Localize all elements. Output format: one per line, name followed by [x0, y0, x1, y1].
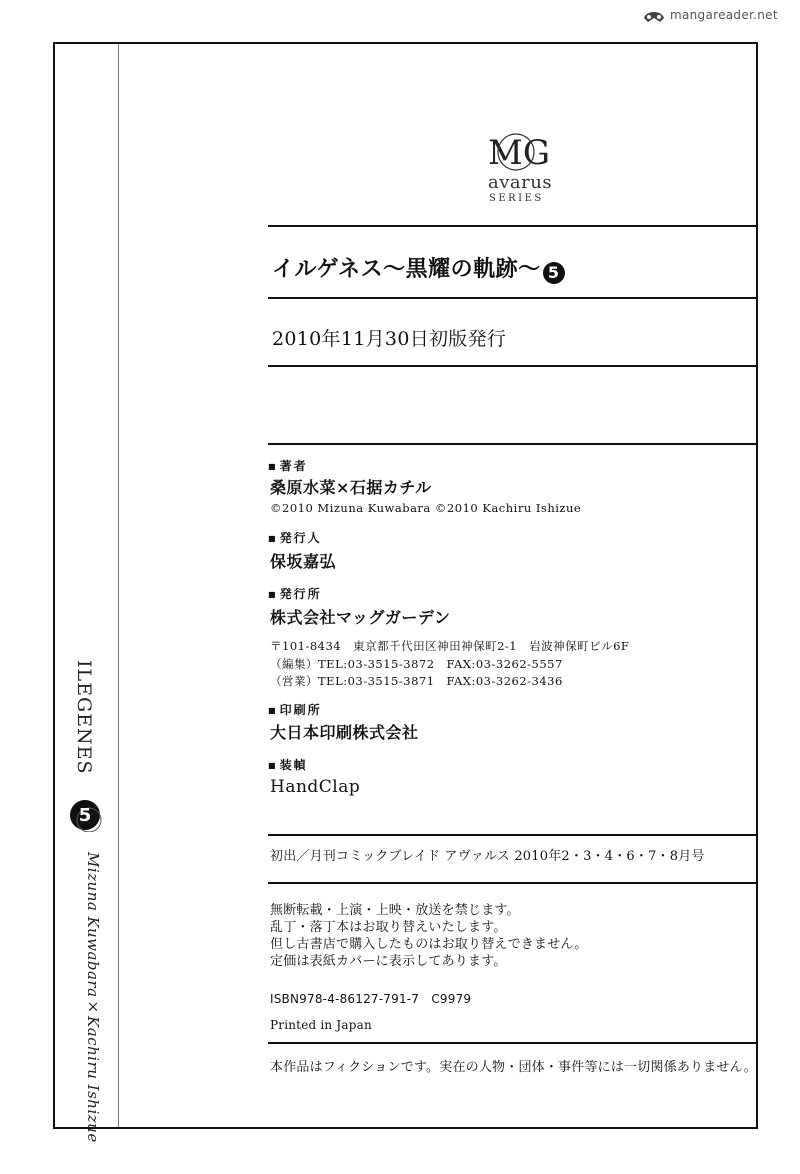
logo-avarus: avarus	[488, 172, 553, 193]
edit-contact: （編集）TEL:03-3515-3872 FAX:03-3262-5557	[270, 657, 563, 671]
rule-notices-top	[268, 882, 758, 884]
first-appearance: 初出／月刊コミックブレイド アヴァルス 2010年2・3・4・6・7・8月号	[270, 849, 705, 864]
notice-2: 乱丁・落丁本はお取り替えいたします。	[270, 920, 507, 935]
copyright-line: ©2010 Mizuna Kuwabara ©2010 Kachiru Ishizue	[270, 501, 582, 515]
notice-1: 無断転載・上演・上映・放送を禁じます。	[270, 903, 520, 918]
spine-author: Mizuna Kuwabara×Kachiru Ishizue	[84, 852, 102, 1143]
spine-volume-badge	[68, 798, 102, 832]
design-label: ■ 装幀	[268, 756, 308, 773]
isbn: ISBN978-4-86127-791-7 C9979	[270, 992, 472, 1006]
fiction-note: 本作品はフィクションです。実在の人物・団体・事件等には一切関係ありません。	[270, 1060, 757, 1075]
publisher-name: 株式会社マッグガーデン	[270, 608, 451, 627]
publisher-person: 保坂嘉弘	[270, 552, 337, 571]
rule-sections-top	[268, 443, 758, 445]
spine-title: ILEGENES	[73, 660, 95, 775]
rule-fiction-top	[268, 1042, 758, 1044]
author-label: ■ 著者	[268, 457, 308, 474]
notice-3: 但し古書店で購入したものはお取り替えできません。	[270, 937, 588, 952]
watermark	[640, 4, 800, 32]
goggles-icon	[642, 6, 666, 28]
publication-date: 2010年11月30日初版発行	[272, 328, 507, 350]
rule-first-appearance-top	[268, 834, 758, 836]
spine-divider	[118, 44, 119, 1127]
watermark-text: mangareader.net	[670, 8, 778, 22]
logo-series: SERIES	[489, 193, 544, 204]
rule-title-bottom	[268, 297, 758, 299]
book-title-text: イルゲネス〜黒耀の軌跡〜	[272, 257, 541, 282]
design-name: HandClap	[270, 777, 361, 797]
logo-mark: MG	[488, 133, 550, 173]
rule-title-top	[268, 225, 758, 227]
author-names: 桑原水菜×石据カチル	[270, 478, 432, 497]
printer-name: 大日本印刷株式会社	[270, 723, 419, 742]
rule-date-bottom	[268, 365, 758, 367]
publisher-label: ■ 発行所	[268, 585, 322, 602]
book-volume-badge: 5	[543, 262, 565, 284]
book-title	[272, 252, 565, 284]
notice-4: 定価は表紙カバーに表示してあります。	[270, 954, 507, 969]
spine-volume-number: 5	[78, 805, 92, 826]
publisher-person-label: ■ 発行人	[268, 529, 322, 546]
printed-in: Printed in Japan	[270, 1018, 372, 1032]
sales-contact: （営業）TEL:03-3515-3871 FAX:03-3262-3436	[270, 674, 563, 688]
printer-label: ■ 印刷所	[268, 701, 322, 718]
publisher-address: 〒101-8434 東京都千代田区神田神保町2-1 岩波神保町ビル6F	[270, 639, 630, 653]
